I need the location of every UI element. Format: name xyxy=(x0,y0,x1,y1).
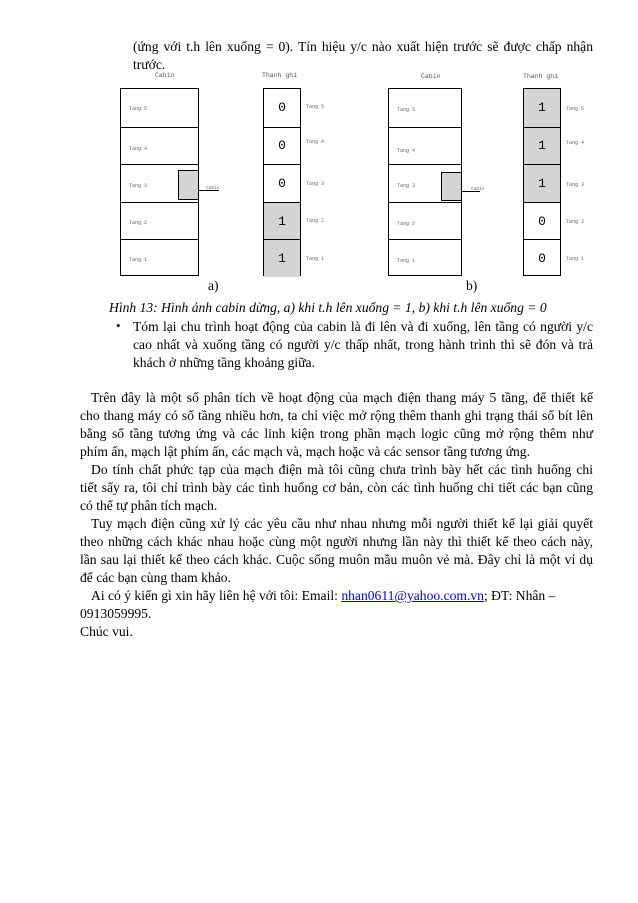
intro-line-2: trước. xyxy=(133,57,166,72)
register-bit-5: 0 xyxy=(278,100,286,116)
register-label: Tang 4 xyxy=(306,139,325,145)
cabin-label-a: Cabin xyxy=(206,186,220,191)
panel-a-label: a) xyxy=(208,278,219,293)
panel-b-label: b) xyxy=(466,278,478,293)
floor-label: Tang 1 xyxy=(397,258,416,265)
register-label: Tang 1 xyxy=(306,256,325,262)
register-bit-1: 0 xyxy=(524,239,560,277)
floor-5 xyxy=(389,89,461,127)
para1-line-2: cho thang máy có số tầng nhiều hơn, ta chỉ việc mở rộng thêm thanh ghi trạng thái số bít lên xyxy=(80,408,593,423)
register-header-b: Thanh ghi xyxy=(523,73,559,80)
contact-suffix: ; ĐT: Nhân – xyxy=(483,588,556,603)
register-header-a: Thanh ghi xyxy=(262,72,298,79)
register-a xyxy=(263,88,301,276)
floor-label: Tang 3 xyxy=(397,183,416,190)
phone-number: 0913059995. xyxy=(80,606,152,621)
para3-line-2: theo những cách khác nhau hoặc cùng một người nhưng lần này thì thiết kế theo cách này, xyxy=(80,534,593,549)
register-label: Tang 2 xyxy=(306,218,325,224)
email-link[interactable]: nhan0611@yahoo.com.vn xyxy=(341,588,484,603)
closing-text: Chúc vui. xyxy=(80,624,133,639)
para3-line-1: Tuy mạch điện cũng xử lý các yêu cầu như nhau nhưng mỗi người thiết kế lại giải quyết xyxy=(91,516,593,531)
floor-2 xyxy=(121,202,198,240)
cabin-label-b: Cabin xyxy=(471,187,485,192)
register-bit-1: 1 xyxy=(264,239,300,277)
floor-label: Tang 5 xyxy=(397,107,416,113)
register-label: Tang 1 xyxy=(566,256,585,262)
register-bit-4: 0 xyxy=(264,127,300,165)
floor-label: Tang 4 xyxy=(129,145,148,152)
para2-line-2: tiết sẩy ra, tôi chỉ trình bày các tình huống cơ bản, còn các tình huống chi tiết các bạn cũng xyxy=(80,480,593,495)
bullet-line-2: cao nhất và xuống tầng có người y/c thấp nhất, trong hành trình thì sẽ đón và trả xyxy=(133,337,593,352)
register-label: Tang 2 xyxy=(566,219,585,225)
para1-line-4: phím ấn, mạch lật phím ấn, các mạch và, mạch hoặc và các sensor tầng tương ứng. xyxy=(80,444,530,459)
register-label: Tang 3 xyxy=(306,181,325,187)
register-bit-2: 1 xyxy=(264,202,300,240)
floor-label: Tang 5 xyxy=(129,106,148,112)
register-bit-4: 1 xyxy=(524,127,560,165)
para2-line-3: có thể tự phân tích mạch. xyxy=(80,498,218,513)
cabin-block-b xyxy=(441,172,462,201)
floor-5 xyxy=(121,89,198,127)
floor-label: Tang 4 xyxy=(397,147,416,154)
register-bit-2: 0 xyxy=(524,202,560,240)
para3-line-3: lần sau lại thiết kế theo cách khác. Cuộc sống muôn mầu muôn vẻ mà. Đây chỉ là một ví dụ xyxy=(80,552,593,567)
floor-2 xyxy=(389,202,461,240)
bullet-line-3: khách ở những tầng khoảng giữa. xyxy=(133,355,315,370)
floor-label: Tang 2 xyxy=(129,219,148,226)
figure-caption: Hình 13: Hình ảnh cabin dừng, a) khi t.h lên xuống = 1, b) khi t.h lên xuống = 0 xyxy=(109,300,547,315)
bullet-line-1: Tóm lại chu trình hoạt động của cabin là đi lên và đi xuống, lên tầng có người y/c xyxy=(133,319,593,334)
register-label: Tang 3 xyxy=(566,182,585,188)
para1-line-1: Trên đây là một số phân tích về hoạt động của mạch điện thang máy 5 tầng, để thiết kế xyxy=(91,390,593,405)
cabin-block-a xyxy=(178,170,199,200)
floor-1 xyxy=(389,239,461,277)
floor-label: Tang 2 xyxy=(397,220,416,227)
intro-line-1: (ứng với t.h lên xuống = 0). Tín hiệu y/c nào xuất hiện trước sẽ được chấp nhận xyxy=(133,39,593,54)
bullet-symbol: • xyxy=(116,318,121,333)
register-label: Tang 5 xyxy=(306,104,325,110)
cabin-header-a: Cabin xyxy=(155,72,175,79)
register-bit-5: 1 xyxy=(524,89,560,127)
floor-label: Tang 1 xyxy=(129,257,148,264)
floor-label: Tang 3 xyxy=(129,183,148,190)
register-bit-3: 0 xyxy=(264,164,300,202)
para2-line-1: Do tính chất phức tạp của mạch điện mà tôi cũng chưa trình bày hết các tình huống chi xyxy=(91,462,593,477)
contact-prefix: Ai có ý kiến gì xin hãy liên hệ với tôi: Email: xyxy=(91,588,342,603)
contact-line xyxy=(91,587,555,605)
floor-4 xyxy=(121,127,198,165)
register-bit-3: 1 xyxy=(524,164,560,202)
floor-1 xyxy=(121,239,198,277)
register-b xyxy=(523,88,561,276)
para3-line-4: để các bạn cùng tham khảo. xyxy=(80,570,231,585)
register-label: Tang 4 xyxy=(566,140,585,146)
para1-line-3: bằng số tầng tương ứng và các linh kiện trong phần mạch logic cũng mở rộng thêm như xyxy=(80,426,593,441)
floor-4 xyxy=(389,127,461,165)
register-label: Tang 5 xyxy=(566,106,585,112)
cabin-header-b: Cabin xyxy=(421,73,441,80)
